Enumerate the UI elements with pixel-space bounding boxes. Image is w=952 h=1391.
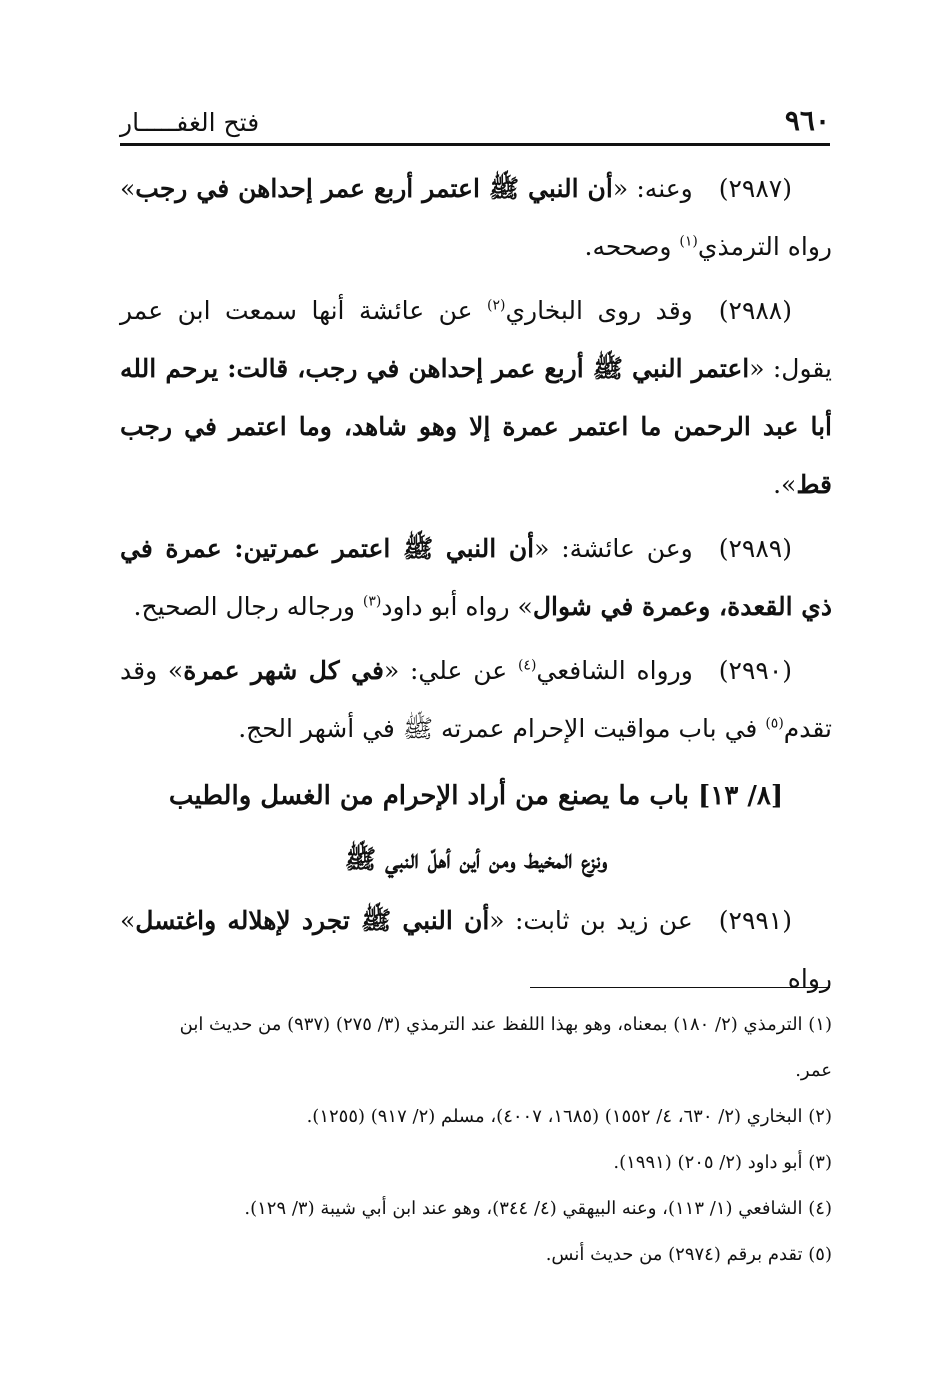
footnotes: [120, 1002, 832, 1278]
text-segment: » وقد تقدم: [120, 656, 832, 743]
footnote-4: (٤) الشافعي (١/ ١١٣)، وعنه البيهقي (٤/ ٣٤٤)، وهو عند ابن أبي شيبة (٣/ ١٢٩).: [244, 1198, 832, 1219]
hadith-2989: [120, 520, 832, 636]
page-number: ٩٦٠: [784, 104, 830, 137]
hadith-2988: [120, 282, 832, 514]
footnote-ref[interactable]: (٢): [487, 297, 506, 314]
footnote-2: (٢) البخاري (٢/ ٦٣٠، ٤/ ١٥٥٢) (١٦٨٥، ٤٠٠٧)، مسلم (٢/ ٩١٧) (١٢٥٥).: [306, 1106, 832, 1127]
text-segment: عن علي: «: [383, 656, 518, 685]
footnote-1-continuation: عمر.: [795, 1060, 832, 1081]
footnote-divider: [530, 987, 830, 988]
hadith-quote: أن النبي ﷺ اعتمر أربع عمر إحداهن في رجب: [135, 174, 613, 203]
hadith-quote: أن النبي ﷺ تجرد لإهلاله واغتسل: [135, 906, 490, 935]
footnote-ref[interactable]: (٤): [517, 657, 537, 674]
text-segment: وقد روى البخاري: [505, 296, 693, 325]
text-segment: ».: [773, 470, 797, 499]
footnote-3: (٣) أبو داود (٢/ ٢٠٥) (١٩٩١).: [613, 1152, 832, 1173]
text-segment: عن زيد بن ثابت: «: [489, 906, 693, 935]
hadith-number: (٢٩٩١): [718, 906, 792, 935]
section-heading-line-2: ونزع المخيط ومن أين أهلّ النبي ﷺ: [344, 845, 608, 875]
text-segment: » رواه: [120, 906, 832, 993]
page-header: [120, 100, 830, 146]
hadith-quote: في كل شهر عمرة: [183, 656, 384, 685]
text-segment: وصححه.: [584, 232, 680, 261]
hadith-number: (٢٩٩٠): [718, 656, 793, 685]
hadith-number: (٢٩٨٧): [718, 174, 792, 203]
text-segment: » رواه أبو داود: [381, 592, 533, 621]
footnote-1: (١) الترمذي (٢/ ١٨٠) بمعناه، وهو بهذا اللفظ عند الترمذي (٣/ ٢٧٥) (٩٣٧) من حديث ابن: [179, 1014, 832, 1035]
hadith-2991: [120, 892, 832, 1008]
footnote-5: (٥) تقدم برقم (٢٩٧٤) من حديث أنس.: [545, 1244, 832, 1265]
hadith-quote: اعتمر النبي ﷺ أربع عمر إحداهن في رجب، قالت: يرحم الله أبا عبد الرحمن ما اعتمر عمرة إلا وهو شاهد، وما اعتمر في رجب قط: [120, 354, 832, 499]
book-title: فتح الغفـــــار: [120, 108, 260, 137]
hadith-number: (٢٩٨٨): [718, 296, 792, 325]
text-segment: في باب مواقيت الإحرام عمرته ﷺ في أشهر الحج.: [238, 714, 766, 743]
text-segment: عن عائشة أنها سمعت ابن عمر يقول: «: [120, 296, 832, 383]
hadith-number: (٢٩٨٩): [718, 534, 792, 563]
main-text: [120, 160, 832, 1014]
footnote-ref[interactable]: (٣): [362, 593, 382, 610]
text-segment: ورواه الشافعي: [536, 656, 693, 685]
text-segment: » رواه الترمذي: [120, 174, 832, 261]
footnote-ref[interactable]: (١): [679, 233, 698, 250]
text-segment: وعنه: «: [612, 174, 693, 203]
text-segment: ورجاله رجال الصحيح.: [133, 592, 363, 621]
hadith-2987: [120, 160, 832, 276]
hadith-quote: أن النبي ﷺ اعتمر عمرتين: عمرة في ذي القعدة، وعمرة في شوال: [120, 534, 832, 621]
section-heading-line-1: [٨/ ١٣] باب ما يصنع من أراد الإحرام من الغسل والطيب: [168, 781, 784, 811]
text-segment: وعن عائشة: «: [534, 534, 693, 563]
hadith-2990: [120, 642, 832, 758]
footnote-ref[interactable]: (٥): [765, 715, 784, 732]
